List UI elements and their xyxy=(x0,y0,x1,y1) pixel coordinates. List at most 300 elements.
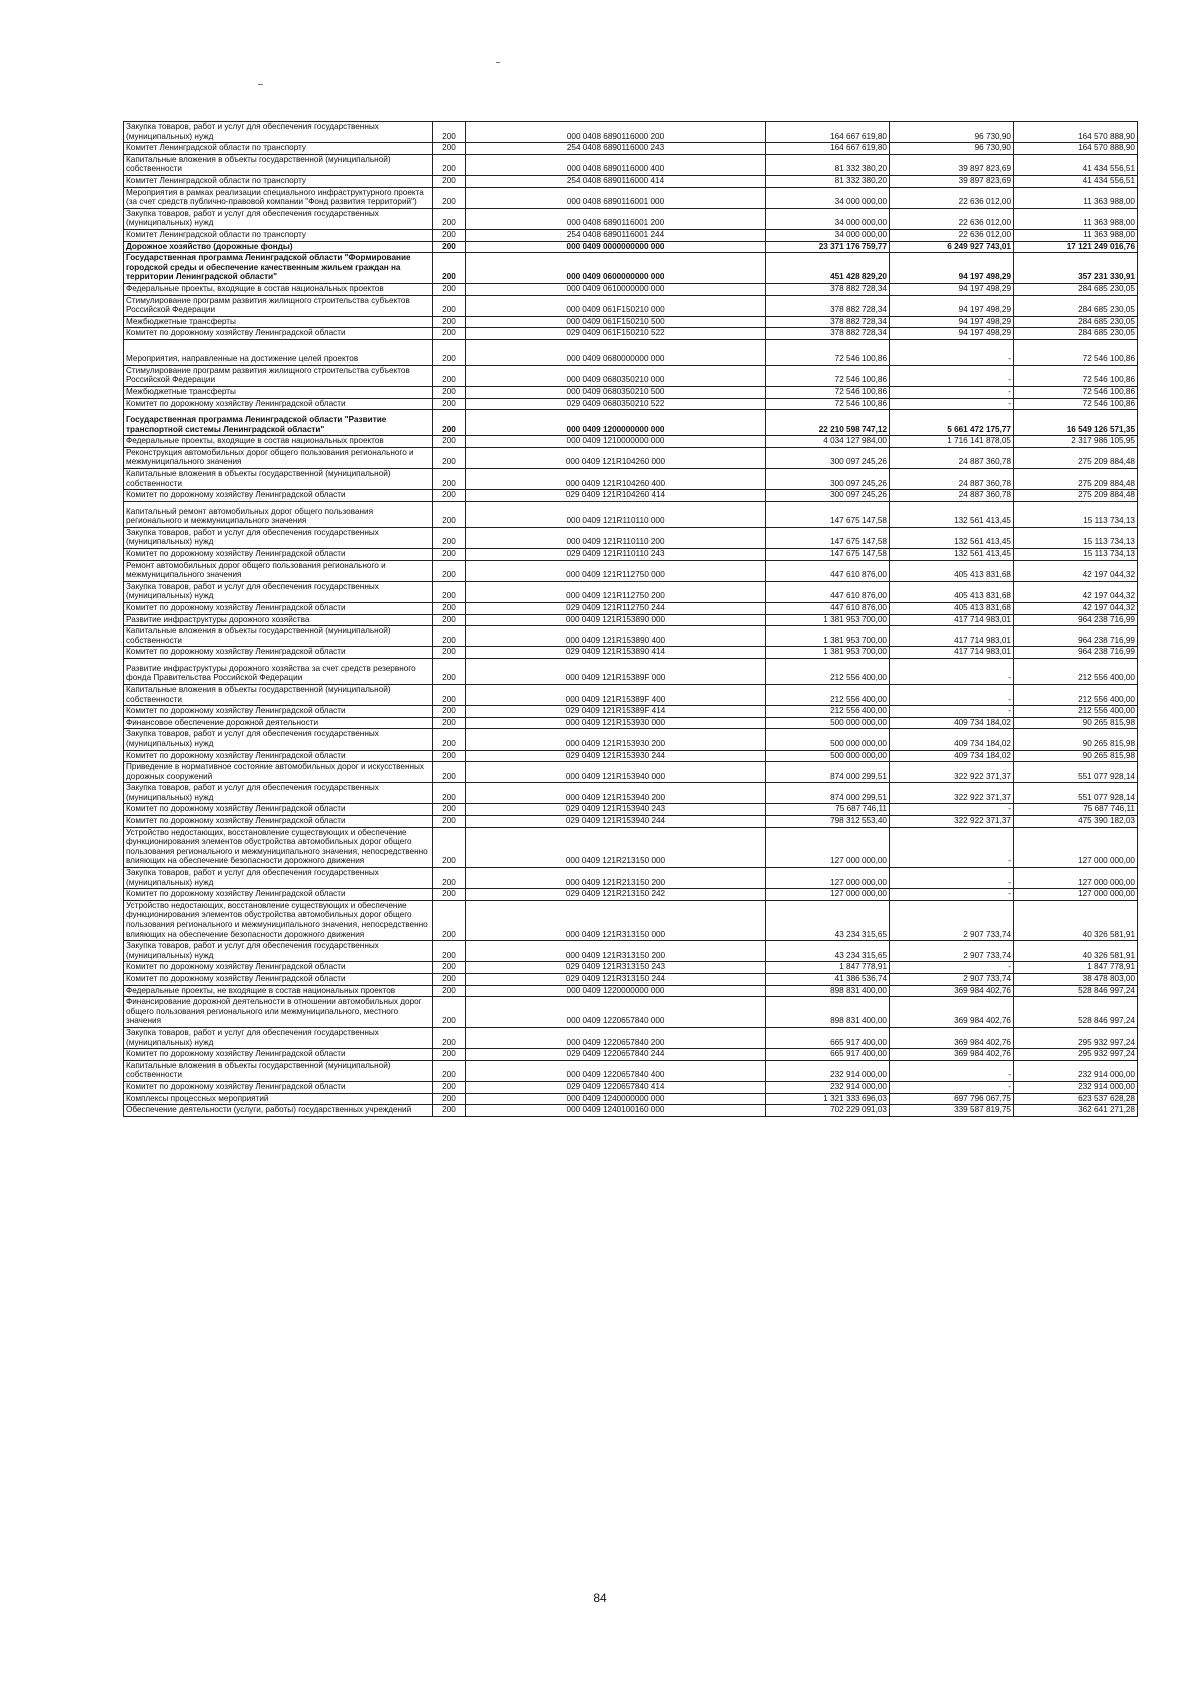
table-row xyxy=(124,143,1138,155)
row-remaining-cell: 212 556 400,00 xyxy=(1014,706,1138,718)
row-name-cell: Межбюджетные трансферты xyxy=(124,316,433,328)
row-remaining-cell: 127 000 000,00 xyxy=(1014,827,1138,867)
row-kbk-cell: 000 0408 6890116000 400 xyxy=(466,154,766,175)
table-row xyxy=(124,614,1138,626)
row-code-cell: 200 xyxy=(433,962,466,974)
row-executed-cell: 22 636 012,00 xyxy=(890,229,1014,241)
table-row xyxy=(124,985,1138,997)
row-code-cell: 200 xyxy=(433,581,466,602)
table-row xyxy=(124,658,1138,684)
table-row xyxy=(124,1105,1138,1117)
row-approved-cell: 43 234 315,65 xyxy=(766,900,890,940)
row-executed-cell: 322 922 371,37 xyxy=(890,762,1014,783)
row-executed-cell: - xyxy=(890,387,1014,399)
row-executed-cell: - xyxy=(890,868,1014,889)
table-row xyxy=(124,295,1138,316)
page-number: 84 xyxy=(593,1591,607,1605)
row-code-cell: 200 xyxy=(433,187,466,208)
row-kbk-cell: 000 0409 0680350210 000 xyxy=(466,365,766,386)
row-code-cell: 200 xyxy=(433,783,466,804)
row-approved-cell: 300 097 245,26 xyxy=(766,469,890,490)
row-kbk-cell: 000 0409 121R104260 400 xyxy=(466,469,766,490)
row-executed-cell: 417 714 983,01 xyxy=(890,647,1014,659)
row-kbk-cell: 000 0409 1240100160 000 xyxy=(466,1105,766,1117)
table-row xyxy=(124,962,1138,974)
row-executed-cell: - xyxy=(890,889,1014,901)
row-code-cell: 200 xyxy=(433,490,466,502)
row-kbk-cell: 000 0409 061F150210 500 xyxy=(466,316,766,328)
row-remaining-cell: 528 846 997,24 xyxy=(1014,985,1138,997)
row-name-cell: Федеральные проекты, входящие в состав национальных проектов xyxy=(124,283,433,295)
row-approved-cell: 127 000 000,00 xyxy=(766,868,890,889)
row-kbk-cell: 000 0409 121R153930 000 xyxy=(466,717,766,729)
row-remaining-cell: 11 363 988,00 xyxy=(1014,229,1138,241)
row-kbk-cell: 000 0409 121R153940 000 xyxy=(466,762,766,783)
row-code-cell: 200 xyxy=(433,997,466,1028)
row-code-cell: 200 xyxy=(433,626,466,647)
row-code-cell: 200 xyxy=(433,1049,466,1061)
row-kbk-cell: 000 0409 121R15389F 000 xyxy=(466,658,766,684)
row-executed-cell: 94 197 498,29 xyxy=(890,253,1014,284)
row-code-cell: 200 xyxy=(433,1060,466,1081)
table-row xyxy=(124,827,1138,867)
table-row xyxy=(124,410,1138,436)
row-kbk-cell: 029 0409 1220657840 414 xyxy=(466,1081,766,1093)
row-approved-cell: 1 381 953 700,00 xyxy=(766,614,890,626)
row-name-cell: Закупка товаров, работ и услуг для обеспечения государственных (муниципальных) нужд xyxy=(124,783,433,804)
table-row xyxy=(124,581,1138,602)
row-executed-cell: - xyxy=(890,398,1014,410)
row-name-cell: Капитальный ремонт автомобильных дорог общего пользования регионального и межмуниципального значения xyxy=(124,501,433,527)
row-name-cell: Дорожное хозяйство (дорожные фонды) xyxy=(124,241,433,253)
row-executed-cell: 39 897 823,69 xyxy=(890,154,1014,175)
row-kbk-cell: 000 0408 6890116001 200 xyxy=(466,208,766,229)
row-approved-cell: 212 556 400,00 xyxy=(766,706,890,718)
row-kbk-cell: 000 0409 0000000000 000 xyxy=(466,241,766,253)
row-name-cell: Комитет Ленинградской области по транспорту xyxy=(124,229,433,241)
row-approved-cell: 43 234 315,65 xyxy=(766,941,890,962)
scan-speck xyxy=(258,84,263,85)
table-row xyxy=(124,868,1138,889)
row-approved-cell: 500 000 000,00 xyxy=(766,729,890,750)
row-kbk-cell: 000 0409 121R153940 200 xyxy=(466,783,766,804)
row-name-cell: Комплексы процессных мероприятий xyxy=(124,1093,433,1105)
row-remaining-cell: 17 121 249 016,76 xyxy=(1014,241,1138,253)
row-code-cell: 200 xyxy=(433,941,466,962)
row-approved-cell: 34 000 000,00 xyxy=(766,208,890,229)
row-name-cell: Комитет по дорожному хозяйству Ленинградской области xyxy=(124,1081,433,1093)
row-kbk-cell: 000 0409 1220657840 400 xyxy=(466,1060,766,1081)
row-remaining-cell: 551 077 928,14 xyxy=(1014,783,1138,804)
row-remaining-cell: 964 238 716,99 xyxy=(1014,614,1138,626)
row-name-cell: Стимулирование программ развития жилищного строительства субъектов Российской Федерации xyxy=(124,295,433,316)
row-executed-cell: 417 714 983,01 xyxy=(890,614,1014,626)
table-row xyxy=(124,717,1138,729)
row-remaining-cell: 964 238 716,99 xyxy=(1014,647,1138,659)
table-row xyxy=(124,647,1138,659)
table-row xyxy=(124,527,1138,548)
row-kbk-cell: 000 0409 121R153930 200 xyxy=(466,729,766,750)
row-executed-cell: 96 730,90 xyxy=(890,143,1014,155)
row-remaining-cell: 357 231 330,91 xyxy=(1014,253,1138,284)
row-executed-cell: 22 636 012,00 xyxy=(890,208,1014,229)
row-remaining-cell: 964 238 716,99 xyxy=(1014,626,1138,647)
budget-table xyxy=(123,121,1138,1117)
table-row xyxy=(124,241,1138,253)
row-executed-cell: 94 197 498,29 xyxy=(890,283,1014,295)
row-approved-cell: 665 917 400,00 xyxy=(766,1027,890,1048)
row-approved-cell: 147 675 147,58 xyxy=(766,527,890,548)
table-row xyxy=(124,436,1138,448)
table-row xyxy=(124,941,1138,962)
row-name-cell: Комитет по дорожному хозяйству Ленинградской области xyxy=(124,706,433,718)
row-name-cell: Обеспечение деятельности (услуги, работы) государственных учреждений xyxy=(124,1105,433,1117)
row-name-cell: Комитет Ленинградской области по транспорту xyxy=(124,175,433,187)
row-kbk-cell: 000 0408 6890116000 200 xyxy=(466,122,766,143)
row-kbk-cell: 000 0409 121R313150 000 xyxy=(466,900,766,940)
row-remaining-cell: 72 546 100,86 xyxy=(1014,365,1138,386)
table-row xyxy=(124,122,1138,143)
row-remaining-cell: 212 556 400,00 xyxy=(1014,684,1138,705)
row-kbk-cell: 254 0408 6890116000 414 xyxy=(466,175,766,187)
row-kbk-cell: 029 0409 121R153930 244 xyxy=(466,750,766,762)
row-executed-cell: 6 249 927 743,01 xyxy=(890,241,1014,253)
row-kbk-cell: 000 0409 121R104260 000 xyxy=(466,447,766,468)
row-code-cell: 200 xyxy=(433,339,466,365)
row-remaining-cell: 623 537 628,28 xyxy=(1014,1093,1138,1105)
row-approved-cell: 164 667 619,80 xyxy=(766,143,890,155)
row-name-cell: Комитет по дорожному хозяйству Ленинградской области xyxy=(124,889,433,901)
row-approved-cell: 665 917 400,00 xyxy=(766,1049,890,1061)
row-approved-cell: 4 034 127 984,00 xyxy=(766,436,890,448)
row-executed-cell: 369 984 402,76 xyxy=(890,997,1014,1028)
row-kbk-cell: 000 0409 121R153890 400 xyxy=(466,626,766,647)
row-remaining-cell: 72 546 100,86 xyxy=(1014,339,1138,365)
row-approved-cell: 378 882 728,34 xyxy=(766,328,890,340)
row-kbk-cell: 029 0409 121R313150 244 xyxy=(466,973,766,985)
row-code-cell: 200 xyxy=(433,527,466,548)
row-approved-cell: 127 000 000,00 xyxy=(766,827,890,867)
row-executed-cell: - xyxy=(890,658,1014,684)
row-approved-cell: 232 914 000,00 xyxy=(766,1060,890,1081)
row-remaining-cell: 284 685 230,05 xyxy=(1014,295,1138,316)
row-kbk-cell: 254 0408 6890116000 243 xyxy=(466,143,766,155)
row-name-cell: Комитет по дорожному хозяйству Ленинградской области xyxy=(124,750,433,762)
row-code-cell: 200 xyxy=(433,614,466,626)
row-code-cell: 200 xyxy=(433,762,466,783)
row-remaining-cell: 41 434 556,51 xyxy=(1014,175,1138,187)
row-kbk-cell: 000 0409 0680350210 500 xyxy=(466,387,766,399)
row-executed-cell: 2 907 733,74 xyxy=(890,900,1014,940)
row-executed-cell: 369 984 402,76 xyxy=(890,985,1014,997)
row-name-cell: Закупка товаров, работ и услуг для обеспечения государственных (муниципальных) нужд xyxy=(124,208,433,229)
row-approved-cell: 147 675 147,58 xyxy=(766,501,890,527)
row-approved-cell: 72 546 100,86 xyxy=(766,365,890,386)
row-code-cell: 200 xyxy=(433,229,466,241)
row-remaining-cell: 90 265 815,98 xyxy=(1014,717,1138,729)
row-remaining-cell: 42 197 044,32 xyxy=(1014,581,1138,602)
row-code-cell: 200 xyxy=(433,729,466,750)
row-executed-cell: - xyxy=(890,827,1014,867)
table-row xyxy=(124,490,1138,502)
table-row xyxy=(124,154,1138,175)
row-kbk-cell: 254 0408 6890116001 244 xyxy=(466,229,766,241)
row-code-cell: 200 xyxy=(433,501,466,527)
table-row xyxy=(124,626,1138,647)
row-code-cell: 200 xyxy=(433,827,466,867)
row-remaining-cell: 127 000 000,00 xyxy=(1014,889,1138,901)
row-remaining-cell: 232 914 000,00 xyxy=(1014,1081,1138,1093)
row-kbk-cell: 000 0409 121R112750 000 xyxy=(466,560,766,581)
row-approved-cell: 447 610 876,00 xyxy=(766,602,890,614)
row-remaining-cell: 275 209 884,48 xyxy=(1014,447,1138,468)
row-executed-cell: 322 922 371,37 xyxy=(890,816,1014,828)
row-code-cell: 200 xyxy=(433,387,466,399)
row-executed-cell: 2 907 733,74 xyxy=(890,941,1014,962)
row-approved-cell: 300 097 245,26 xyxy=(766,490,890,502)
table-row xyxy=(124,339,1138,365)
row-approved-cell: 72 546 100,86 xyxy=(766,387,890,399)
row-code-cell: 200 xyxy=(433,658,466,684)
row-executed-cell: 405 413 831,68 xyxy=(890,602,1014,614)
row-approved-cell: 212 556 400,00 xyxy=(766,658,890,684)
row-approved-cell: 300 097 245,26 xyxy=(766,447,890,468)
table-row xyxy=(124,900,1138,940)
row-name-cell: Закупка товаров, работ и услуг для обеспечения государственных (муниципальных) нужд xyxy=(124,868,433,889)
row-executed-cell: 2 907 733,74 xyxy=(890,973,1014,985)
row-kbk-cell: 000 0408 6890116001 000 xyxy=(466,187,766,208)
row-executed-cell: 94 197 498,29 xyxy=(890,316,1014,328)
row-executed-cell: - xyxy=(890,962,1014,974)
row-name-cell: Комитет по дорожному хозяйству Ленинградской области xyxy=(124,647,433,659)
row-executed-cell: 22 636 012,00 xyxy=(890,187,1014,208)
row-remaining-cell: 40 326 581,91 xyxy=(1014,900,1138,940)
table-row xyxy=(124,997,1138,1028)
table-row xyxy=(124,328,1138,340)
row-code-cell: 200 xyxy=(433,365,466,386)
row-approved-cell: 1 381 953 700,00 xyxy=(766,626,890,647)
row-name-cell: Капитальные вложения в объекты государственной (муниципальной) собственности xyxy=(124,469,433,490)
row-kbk-cell: 000 0409 121R213150 000 xyxy=(466,827,766,867)
row-remaining-cell: 72 546 100,86 xyxy=(1014,387,1138,399)
row-name-cell: Комитет Ленинградской области по транспорту xyxy=(124,143,433,155)
row-approved-cell: 232 914 000,00 xyxy=(766,1081,890,1093)
row-name-cell: Комитет по дорожному хозяйству Ленинградской области xyxy=(124,962,433,974)
row-name-cell: Комитет по дорожному хозяйству Ленинградской области xyxy=(124,816,433,828)
row-remaining-cell: 15 113 734,13 xyxy=(1014,501,1138,527)
row-code-cell: 200 xyxy=(433,398,466,410)
row-kbk-cell: 000 0409 0680000000 000 xyxy=(466,339,766,365)
row-name-cell: Государственная программа Ленинградской области "Формирование городской среды и обеспечение качественным жильем граждан на территории Ленинградской области" xyxy=(124,253,433,284)
row-code-cell: 200 xyxy=(433,647,466,659)
row-name-cell: Капитальные вложения в объекты государственной (муниципальной) собственности xyxy=(124,1060,433,1081)
table-row xyxy=(124,549,1138,561)
row-kbk-cell: 000 0409 061F150210 000 xyxy=(466,295,766,316)
row-name-cell: Федеральные проекты, входящие в состав национальных проектов xyxy=(124,436,433,448)
table-row xyxy=(124,973,1138,985)
row-code-cell: 200 xyxy=(433,804,466,816)
row-executed-cell: 405 413 831,68 xyxy=(890,581,1014,602)
row-code-cell: 200 xyxy=(433,447,466,468)
row-approved-cell: 874 000 299,51 xyxy=(766,783,890,804)
row-remaining-cell: 212 556 400,00 xyxy=(1014,658,1138,684)
row-approved-cell: 72 546 100,86 xyxy=(766,339,890,365)
row-executed-cell: 94 197 498,29 xyxy=(890,328,1014,340)
row-kbk-cell: 000 0409 1220657840 200 xyxy=(466,1027,766,1048)
row-code-cell: 200 xyxy=(433,868,466,889)
row-executed-cell: - xyxy=(890,706,1014,718)
table-row xyxy=(124,501,1138,527)
row-approved-cell: 212 556 400,00 xyxy=(766,684,890,705)
row-kbk-cell: 000 0409 1200000000 000 xyxy=(466,410,766,436)
row-executed-cell: 409 734 184,02 xyxy=(890,750,1014,762)
row-name-cell: Закупка товаров, работ и услуг для обеспечения государственных (муниципальных) нужд xyxy=(124,729,433,750)
row-code-cell: 200 xyxy=(433,410,466,436)
row-code-cell: 200 xyxy=(433,316,466,328)
row-remaining-cell: 551 077 928,14 xyxy=(1014,762,1138,783)
row-remaining-cell: 127 000 000,00 xyxy=(1014,868,1138,889)
row-code-cell: 200 xyxy=(433,973,466,985)
row-name-cell: Комитет по дорожному хозяйству Ленинградской области xyxy=(124,490,433,502)
row-kbk-cell: 000 0409 121R112750 200 xyxy=(466,581,766,602)
row-kbk-cell: 000 0409 121R313150 200 xyxy=(466,941,766,962)
row-name-cell: Ремонт автомобильных дорог общего пользования регионального и межмуниципального значения xyxy=(124,560,433,581)
row-kbk-cell: 000 0409 1240000000 000 xyxy=(466,1093,766,1105)
row-executed-cell: 697 796 067,75 xyxy=(890,1093,1014,1105)
row-name-cell: Финансирование дорожной деятельности в отношении автомобильных дорог общего пользования регионального или межмуниципального, местного значения xyxy=(124,997,433,1028)
row-remaining-cell: 15 113 734,13 xyxy=(1014,549,1138,561)
row-remaining-cell: 284 685 230,05 xyxy=(1014,283,1138,295)
row-code-cell: 200 xyxy=(433,816,466,828)
row-approved-cell: 447 610 876,00 xyxy=(766,581,890,602)
row-name-cell: Реконструкция автомобильных дорог общего пользования регионального и межмуниципального значения xyxy=(124,447,433,468)
row-executed-cell: - xyxy=(890,1060,1014,1081)
row-approved-cell: 378 882 728,34 xyxy=(766,295,890,316)
table-row xyxy=(124,889,1138,901)
row-name-cell: Комитет по дорожному хозяйству Ленинградской области xyxy=(124,602,433,614)
table-row xyxy=(124,762,1138,783)
row-code-cell: 200 xyxy=(433,602,466,614)
table-row xyxy=(124,706,1138,718)
row-name-cell: Устройство недостающих, восстановление существующих и обеспечение функционирования элементов обустройства автомобильных дорог общего пользования регионального и межмуниципального значения, непосредственно влияющих на обеспечение безопасности дорожного движения xyxy=(124,900,433,940)
row-approved-cell: 34 000 000,00 xyxy=(766,229,890,241)
row-code-cell: 200 xyxy=(433,175,466,187)
row-kbk-cell: 029 0409 121R153890 414 xyxy=(466,647,766,659)
row-code-cell: 200 xyxy=(433,1081,466,1093)
row-name-cell: Финансовое обеспечение дорожной деятельности xyxy=(124,717,433,729)
row-code-cell: 200 xyxy=(433,560,466,581)
row-approved-cell: 75 687 746,11 xyxy=(766,804,890,816)
table-row xyxy=(124,187,1138,208)
row-approved-cell: 127 000 000,00 xyxy=(766,889,890,901)
row-kbk-cell: 029 0409 121R153940 243 xyxy=(466,804,766,816)
row-name-cell: Комитет по дорожному хозяйству Ленинградской области xyxy=(124,973,433,985)
row-approved-cell: 1 321 333 696,03 xyxy=(766,1093,890,1105)
table-row xyxy=(124,1081,1138,1093)
row-executed-cell: 24 887 360,78 xyxy=(890,469,1014,490)
row-remaining-cell: 90 265 815,98 xyxy=(1014,750,1138,762)
row-remaining-cell: 72 546 100,86 xyxy=(1014,398,1138,410)
row-remaining-cell: 284 685 230,05 xyxy=(1014,328,1138,340)
row-code-cell: 200 xyxy=(433,706,466,718)
row-executed-cell: - xyxy=(890,804,1014,816)
row-approved-cell: 500 000 000,00 xyxy=(766,717,890,729)
row-name-cell: Развитие инфраструктуры дорожного хозяйства xyxy=(124,614,433,626)
row-code-cell: 200 xyxy=(433,750,466,762)
row-remaining-cell: 275 209 884,48 xyxy=(1014,490,1138,502)
table-row xyxy=(124,750,1138,762)
row-kbk-cell: 000 0409 121R153890 000 xyxy=(466,614,766,626)
row-code-cell: 200 xyxy=(433,684,466,705)
row-remaining-cell: 16 549 126 571,35 xyxy=(1014,410,1138,436)
row-approved-cell: 500 000 000,00 xyxy=(766,750,890,762)
row-code-cell: 200 xyxy=(433,985,466,997)
row-name-cell: Комитет по дорожному хозяйству Ленинградской области xyxy=(124,1049,433,1061)
row-kbk-cell: 000 0409 0610000000 000 xyxy=(466,283,766,295)
row-code-cell: 200 xyxy=(433,549,466,561)
row-kbk-cell: 000 0409 121R15389F 400 xyxy=(466,684,766,705)
row-approved-cell: 702 229 091,03 xyxy=(766,1105,890,1117)
row-approved-cell: 81 332 380,20 xyxy=(766,154,890,175)
row-remaining-cell: 475 390 182,03 xyxy=(1014,816,1138,828)
row-approved-cell: 1 847 778,91 xyxy=(766,962,890,974)
row-kbk-cell: 000 0409 121R110110 000 xyxy=(466,501,766,527)
row-approved-cell: 874 000 299,51 xyxy=(766,762,890,783)
row-remaining-cell: 275 209 884,48 xyxy=(1014,469,1138,490)
row-remaining-cell: 90 265 815,98 xyxy=(1014,729,1138,750)
row-remaining-cell: 1 847 778,91 xyxy=(1014,962,1138,974)
row-kbk-cell: 000 0409 1220657840 000 xyxy=(466,997,766,1028)
row-name-cell: Закупка товаров, работ и услуг для обеспечения государственных (муниципальных) нужд xyxy=(124,527,433,548)
row-name-cell: Закупка товаров, работ и услуг для обеспечения государственных (муниципальных) нужд xyxy=(124,581,433,602)
row-approved-cell: 378 882 728,34 xyxy=(766,283,890,295)
row-executed-cell: 409 734 184,02 xyxy=(890,717,1014,729)
row-remaining-cell: 164 570 888,90 xyxy=(1014,143,1138,155)
row-code-cell: 200 xyxy=(433,122,466,143)
row-name-cell: Комитет по дорожному хозяйству Ленинградской области xyxy=(124,328,433,340)
row-kbk-cell: 029 0409 121R15389F 414 xyxy=(466,706,766,718)
row-name-cell: Комитет по дорожному хозяйству Ленинградской области xyxy=(124,549,433,561)
row-name-cell: Закупка товаров, работ и услуг для обеспечения государственных (муниципальных) нужд xyxy=(124,941,433,962)
row-approved-cell: 81 332 380,20 xyxy=(766,175,890,187)
row-remaining-cell: 11 363 988,00 xyxy=(1014,208,1138,229)
row-approved-cell: 34 000 000,00 xyxy=(766,187,890,208)
row-approved-cell: 164 667 619,80 xyxy=(766,122,890,143)
row-name-cell: Мероприятия, направленные на достижение целей проектов xyxy=(124,339,433,365)
row-remaining-cell: 40 326 581,91 xyxy=(1014,941,1138,962)
row-name-cell: Государственная программа Ленинградской области "Развитие транспортной системы Ленинградской области" xyxy=(124,410,433,436)
table-row xyxy=(124,1093,1138,1105)
row-kbk-cell: 029 0409 121R153940 244 xyxy=(466,816,766,828)
row-executed-cell: 1 716 141 878,05 xyxy=(890,436,1014,448)
table-row xyxy=(124,447,1138,468)
row-code-cell: 200 xyxy=(433,889,466,901)
row-name-cell: Федеральные проекты, не входящие в состав национальных проектов xyxy=(124,985,433,997)
row-code-cell: 200 xyxy=(433,900,466,940)
row-kbk-cell: 029 0409 0680350210 522 xyxy=(466,398,766,410)
row-executed-cell: 369 984 402,76 xyxy=(890,1027,1014,1048)
row-executed-cell: 322 922 371,37 xyxy=(890,783,1014,804)
row-approved-cell: 898 831 400,00 xyxy=(766,985,890,997)
row-executed-cell: 409 734 184,02 xyxy=(890,729,1014,750)
row-remaining-cell: 42 197 044,32 xyxy=(1014,602,1138,614)
row-code-cell: 200 xyxy=(433,1093,466,1105)
row-approved-cell: 41 386 536,74 xyxy=(766,973,890,985)
row-code-cell: 200 xyxy=(433,1105,466,1117)
row-approved-cell: 798 312 553,40 xyxy=(766,816,890,828)
row-approved-cell: 378 882 728,34 xyxy=(766,316,890,328)
row-kbk-cell: 000 0409 121R213150 200 xyxy=(466,868,766,889)
